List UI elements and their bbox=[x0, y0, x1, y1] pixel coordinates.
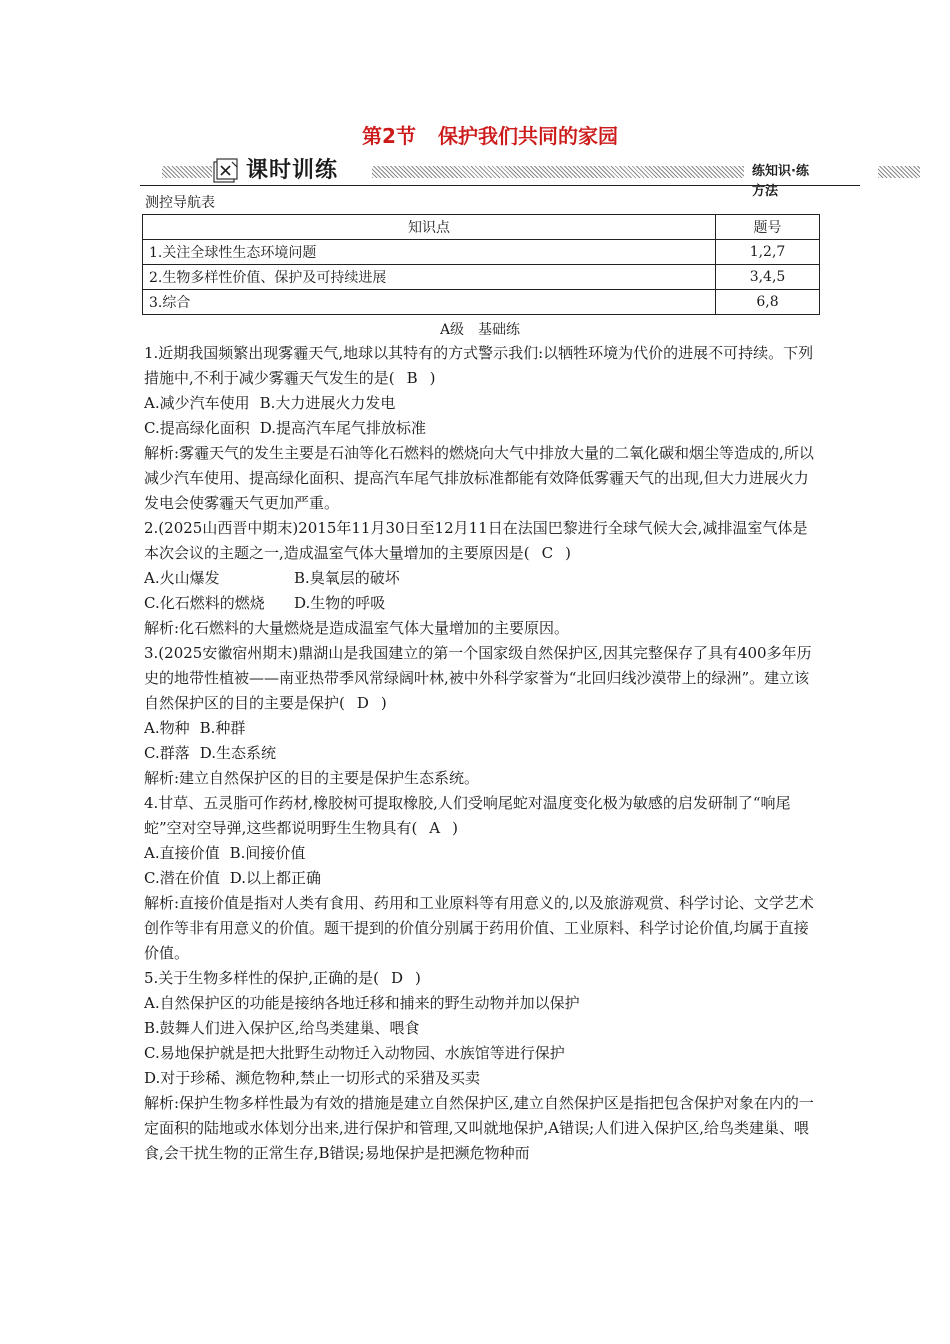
banner-hatch-middle bbox=[372, 166, 744, 178]
answer: D bbox=[390, 969, 403, 987]
banner-right-label: 练知识·练方法 bbox=[752, 164, 809, 199]
analysis: 解析:保护生物多样性最为有效的措施是建立自然保护区,建立自然保护区是指把包含保护对象在内的一定面积的陆地或水体划分出来,进行保护和管理,又叫就地保护,A错误;人们进入保护区,给鸟类建巢、喂食,会干扰生物的正常生存,B错误;易地保护是把濒危物种而 bbox=[144, 1094, 814, 1162]
banner-hatch-left bbox=[162, 166, 212, 178]
analysis: 解析:直接价值是指对人类有食用、药用和工业原料等有用意义的,以及旅游观赏、科学讨论、文学艺术创作等非有用意义的价值。题干提到的价值分别属于药用价值、工业原料、科学讨论价值,均属于直接价值。 bbox=[144, 894, 814, 962]
options-line: A.火山爆发 B.臭氧层的破坏 bbox=[144, 569, 400, 587]
table-row bbox=[143, 240, 820, 265]
numbers-cell: 6,8 bbox=[716, 290, 820, 315]
option: D.对于珍稀、濒危物种,禁止一切形式的采猎及买卖 bbox=[144, 1069, 481, 1087]
analysis: 解析:化石燃料的大量燃烧是造成温室气体大量增加的主要原因。 bbox=[144, 619, 570, 637]
topic-cell: 3.综合 bbox=[143, 290, 716, 315]
question-stem: 2.(2025山西晋中期末)2015年11月30日至12月11日在法国巴黎进行全球气候大会,减排温室气体是本次会议的主题之一,造成温室气体大量增加的主要原因是( C ) bbox=[144, 516, 820, 566]
options-line: A.减少汽车使用 B.大力进展火力发电 bbox=[144, 394, 396, 412]
page-title bbox=[160, 120, 820, 152]
topic-cell: 2.生物多样性价值、保护及可持续进展 bbox=[143, 265, 716, 290]
options-line: A.直接价值 B.间接价值 bbox=[144, 844, 306, 862]
numbers-cell: 1,2,7 bbox=[716, 240, 820, 265]
navigation-table bbox=[142, 214, 820, 315]
header-knowledge: 知识点 bbox=[143, 215, 716, 240]
answer: D bbox=[356, 694, 369, 712]
option: C.易地保护就是把大批野生动物迁入动物园、水族馆等进行保护 bbox=[144, 1044, 565, 1062]
option: A.自然保护区的功能是接纳各地迁移和捕来的野生动物并加以保护 bbox=[144, 994, 580, 1012]
question-stem: 5.关于生物多样性的保护,正确的是( D ) bbox=[144, 966, 820, 991]
question-stem: 1.近期我国频繁出现雾霾天气,地球以其特有的方式警示我们:以牺牲环境为代价的进展不可持续。下列措施中,不利于减少雾霾天气发生的是( B ) bbox=[144, 341, 820, 391]
options-line: C.潜在价值 D.以上都正确 bbox=[144, 869, 321, 887]
lesson-banner bbox=[140, 156, 820, 199]
options-line: C.群落 D.生态系统 bbox=[144, 744, 276, 762]
question-list bbox=[144, 341, 820, 1166]
numbers-cell: 3,4,5 bbox=[716, 265, 820, 290]
answer: A bbox=[429, 819, 441, 837]
header-question-numbers: 题号 bbox=[716, 215, 820, 240]
banner-label: 课时训练 bbox=[246, 158, 339, 183]
document-page bbox=[140, 120, 820, 1166]
analysis: 解析:建立自然保护区的目的主要是保护生态系统。 bbox=[144, 769, 480, 787]
level-heading: A级 基础练 bbox=[439, 322, 521, 338]
question-stem: 3.(2025安徽宿州期末)鼎湖山是我国建立的第一个国家级自然保护区,因其完整保存了具有400多年历史的地带性植被——南亚热带季风常绿阔叶林,被中外科学家誉为“北回归线沙漠带上的绿洲”。建立该自然保护区的目的主要是保护( D ) bbox=[144, 641, 820, 716]
table-header-row bbox=[143, 215, 820, 240]
analysis: 解析:雾霾天气的发生主要是石油等化石燃料的燃烧向大气中排放大量的二氧化碳和烟尘等造成的,所以减少汽车使用、提高绿化面积、提高汽车尾气排放标准都能有效降低雾霾天气的出现,但大力进展火力发电会使雾霾天气更加严重。 bbox=[144, 444, 814, 512]
pen-logo-icon bbox=[212, 158, 240, 184]
section-number: 第2节 bbox=[362, 124, 416, 148]
answer: B bbox=[406, 369, 418, 387]
options-line: C.提高绿化面积 D.提高汽车尾气排放标准 bbox=[144, 419, 426, 437]
options-line: C.化石燃料的燃烧 D.生物的呼吸 bbox=[144, 594, 386, 612]
option: B.鼓舞人们进入保护区,给鸟类建巢、喂食 bbox=[144, 1019, 420, 1037]
banner-hatch-right bbox=[878, 166, 920, 178]
table-row bbox=[143, 290, 820, 315]
table-row bbox=[143, 265, 820, 290]
question-stem: 4.甘草、五灵脂可作药材,橡胶树可提取橡胶,人们受响尾蛇对温度变化极为敏感的启发研制了“响尾蛇”空对空导弹,这些都说明野生生物具有( A ) bbox=[144, 791, 820, 841]
answer: C bbox=[541, 544, 554, 562]
section-name: 保护我们共同的家园 bbox=[437, 124, 618, 148]
nav-table-title: 测控导航表 bbox=[145, 195, 215, 211]
topic-cell: 1.关注全球性生态环境问题 bbox=[143, 240, 716, 265]
options-line: A.物种 B.种群 bbox=[144, 719, 246, 737]
